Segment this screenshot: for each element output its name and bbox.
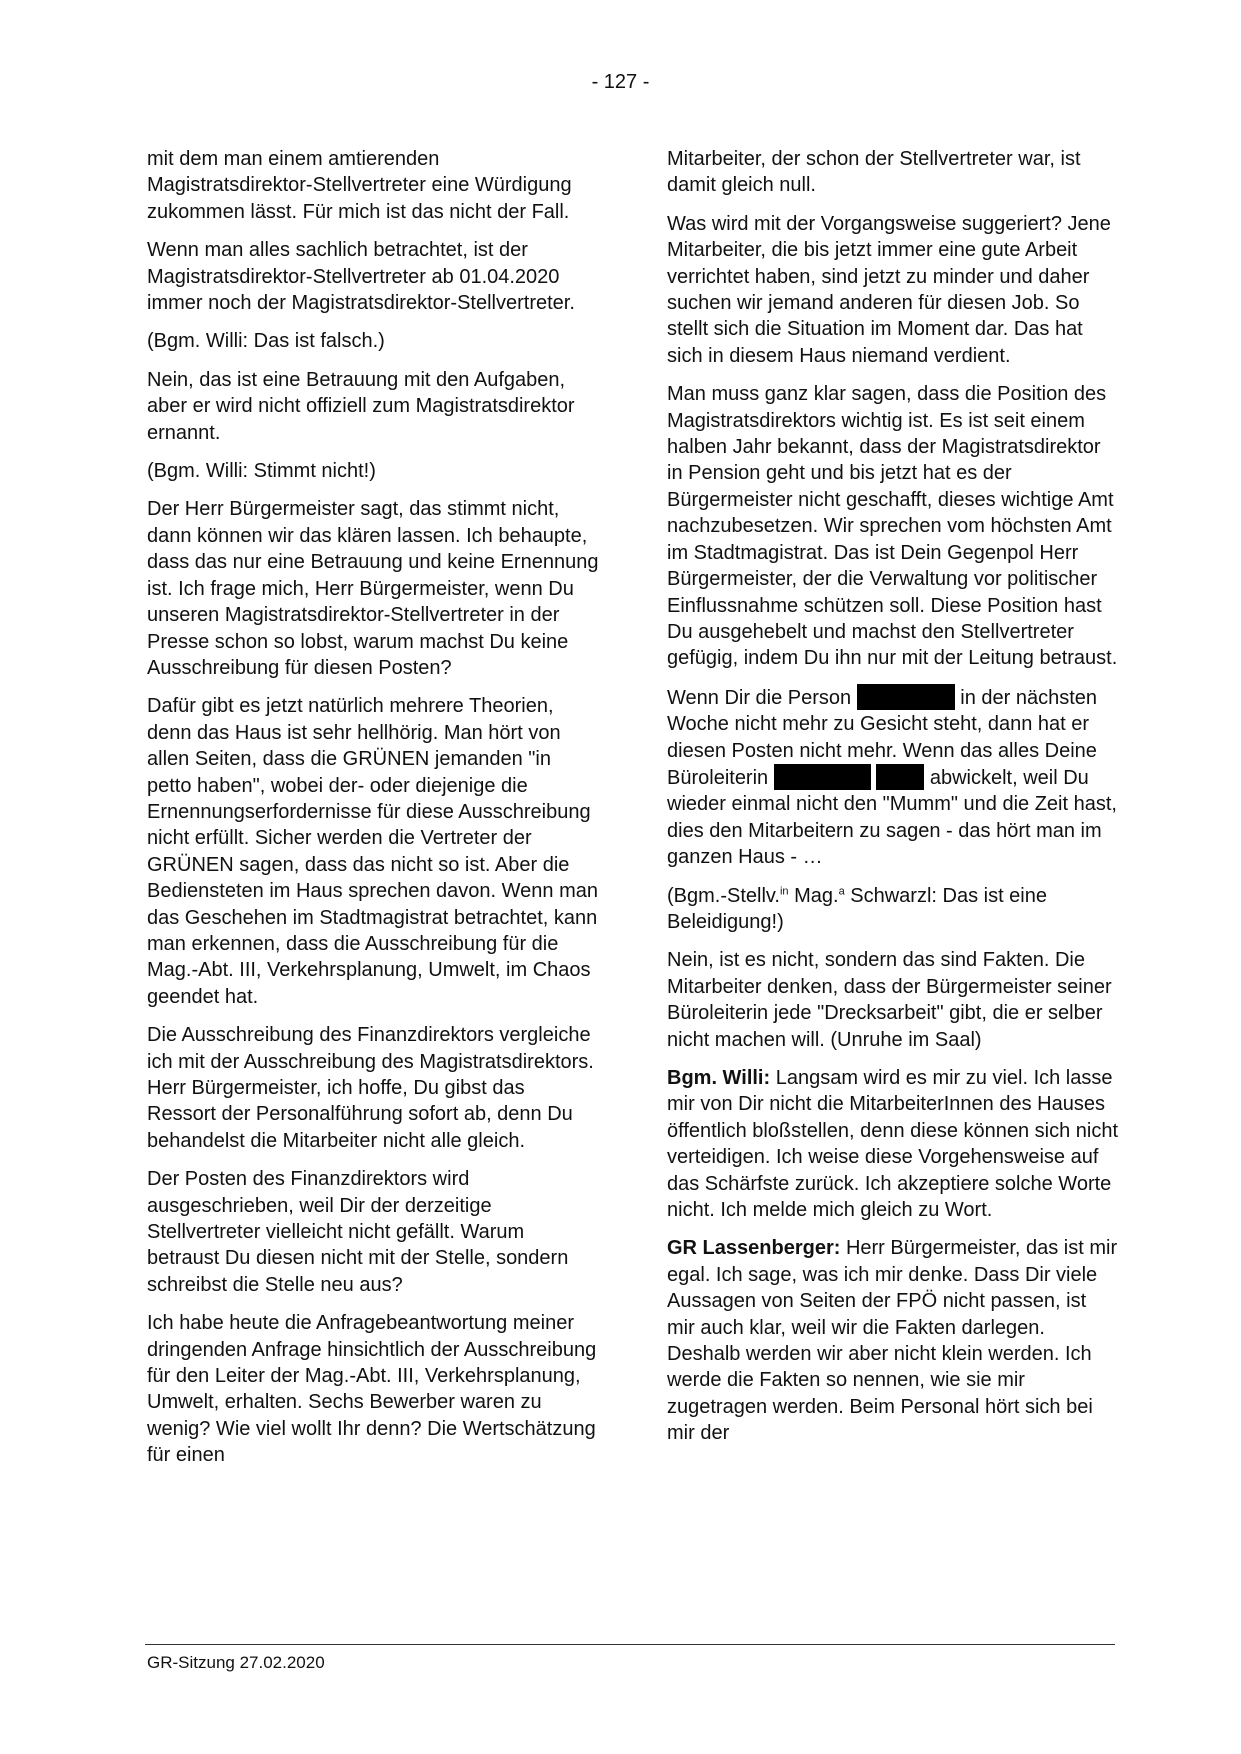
text-segment: (Bgm.-Stellv.	[667, 884, 780, 907]
paragraph: Man muss ganz klar sagen, dass die Position des Magistratsdirektors wichtig ist. Es ist seit einem halben Jahr bekannt, dass der Magistratsdirektor in Pension geht und bis jetzt hat es der Bürgermeister nicht geschafft, dieses wichtige Amt nachzubesetzen. Wir sprechen vom höchsten Amt im Stadtmagistrat. Das ist Dein Gegenpol Herr Bürgermeister, der die Verwaltung vor politischer Einflussnahme schützen soll. Diese Position hast Du ausgehebelt und machst den Stellvertreter gefügig, indem Du ihn nur mit der Leitung betraust.	[667, 383, 1118, 670]
paragraph: mit dem man einem amtierenden Magistratsdirektor-Stellvertreter eine Würdigung zukommen lässt. Für mich ist das nicht der Fall.	[147, 148, 572, 223]
paragraph-with-redactions	[667, 684, 1119, 871]
text-segment: Wenn Dir die Person	[667, 686, 852, 709]
paragraph: Nein, ist es nicht, sondern das sind Fakten. Die Mitarbeiter denken, dass der Bürgermeister seiner Büroleiterin jede "Drecksarbeit" gibt, die er selber nicht machen will. (Unruhe im Saal)	[667, 949, 1112, 1051]
text-segment: Mag.	[788, 884, 839, 907]
interjection	[667, 883, 1119, 936]
paragraph: Wenn man alles sachlich betrachtet, ist der Magistratsdirektor-Stellvertreter ab 01.04.2020 immer noch der Magistratsdirektor-Stellvertreter.	[147, 239, 575, 315]
paragraph: Dafür gibt es jetzt natürlich mehrere Theorien, denn das Haus ist sehr hellhörig. Man hört von allen Seiten, dass die GRÜNEN jemanden "in petto haben", wobei der- oder diejenige die Ernennungserfordernisse für diese Ausschreibung nicht erfüllt. Sicher werden die Vertreter der GRÜNEN sagen, dass das nicht so ist. Aber die Bediensteten im Haus sprechen davon. Wenn man das Geschehen im Stadtmagistrat betrachtet, kann man erkennen, dass die Ausschreibung für die Mag.-Abt. III, Verkehrsplanung, Umwelt, im Chaos geendet hat.	[147, 695, 599, 1008]
paragraph: Der Herr Bürgermeister sagt, das stimmt nicht, dann können wir das klären lassen. Ich behaupte, dass das nur eine Betrauung und keine Ernennung ist. Ich frage mich, Herr Bürgermeister, wenn Du unseren Magistratsdirektor-Stellvertreter in der Presse schon so lobst, warum machst Du keine Ausschreibung für diesen Posten?	[147, 498, 599, 679]
footer-divider	[145, 1644, 1115, 1645]
footer-text: GR-Sitzung 27.02.2020	[147, 1653, 325, 1672]
paragraph: Nein, das ist eine Betrauung mit den Aufgaben, aber er wird nicht offiziell zum Magistratsdirektor ernannt.	[147, 368, 575, 444]
paragraph: Die Ausschreibung des Finanzdirektors vergleiche ich mit der Ausschreibung des Magistratsdirektors. Herr Bürgermeister, ich hoffe, Du gibst das Ressort der Personalführung sofort ab, denn Du behandelst die Mitarbeiter nicht alle gleich.	[147, 1024, 594, 1152]
speaker-name: Bgm. Willi:	[667, 1067, 771, 1089]
speech-paragraph	[667, 1235, 1119, 1446]
page-number: - 127 -	[591, 71, 650, 93]
redaction-box	[857, 684, 955, 710]
paragraph: Was wird mit der Vorgangsweise suggeriert? Jene Mitarbeiter, die bis jetzt immer eine gute Arbeit verrichtet haben, sind jetzt zu minder und daher suchen wir jemand anderen für diesen Job. So stellt sich die Situation im Moment dar. Das hat sich in diesem Haus niemand verdient.	[667, 212, 1111, 367]
text-segment: in der nächsten Woche nicht mehr zu Gesicht steht, dann hat er diesen Posten nicht mehr. Wenn das alles Deine Büroleiterin	[667, 686, 1098, 789]
paragraph: Mitarbeiter, der schon der Stellvertreter war, ist damit gleich null.	[667, 148, 1081, 197]
left-column	[147, 146, 599, 1481]
text-segment: Schwarzl: Das ist eine Beleidigung!)	[667, 884, 1047, 933]
paragraph: Ich habe heute die Anfragebeantwortung meiner dringenden Anfrage hinsichtlich der Ausschreibung für den Leiter der Mag.-Abt. III, Verkehrsplanung, Umwelt, erhalten. Sechs Bewerber waren zu wenig? Wie viel wollt Ihr denn? Die Wertschätzung für einen	[147, 1312, 597, 1467]
right-column	[667, 146, 1119, 1459]
speech-text: Langsam wird es mir zu viel. Ich lasse mir von Dir nicht die MitarbeiterInnen des Hauses öffentlich bloßstellen, denn diese können sich nicht verteidigen. Ich weise diese Vorgehensweise auf das Schärfste zurück. Ich akzeptiere solche Worte nicht. Ich melde mich gleich zu Wort.	[667, 1067, 1119, 1222]
paragraph: Der Posten des Finanzdirektors wird ausgeschrieben, weil Dir der derzeitige Stellvertreter vielleicht nicht gefällt. Warum betraust Du diesen nicht mit der Stelle, sondern schreibst die Stelle neu aus?	[147, 1168, 569, 1296]
speech-text: Herr Bürgermeister, das ist mir egal. Ich sage, was ich mir denke. Dass Dir viele Aussagen von Seiten der FPÖ nicht passen, ist mir auch klar, weil wir die Fakten darlegen. Deshalb werden wir aber nicht klein werden. Ich werde die Fakten so nennen, wie sie mir zugetragen werden. Beim Personal hört sich bei mir der	[667, 1237, 1118, 1445]
superscript: in	[779, 884, 789, 897]
speech-paragraph	[667, 1065, 1119, 1223]
superscript: a	[838, 884, 845, 897]
redaction-box	[774, 764, 871, 790]
text-segment: abwickelt, weil Du wieder einmal nicht den "Mumm" und die Zeit hast, dies den Mitarbeitern zu sagen - das hört man im ganzen Haus - …	[667, 766, 1117, 869]
paragraph: (Bgm. Willi: Das ist falsch.)	[147, 330, 385, 353]
redaction-box	[876, 764, 924, 790]
speaker-name: GR Lassenberger:	[667, 1237, 841, 1260]
paragraph: (Bgm. Willi: Stimmt nicht!)	[147, 460, 376, 483]
